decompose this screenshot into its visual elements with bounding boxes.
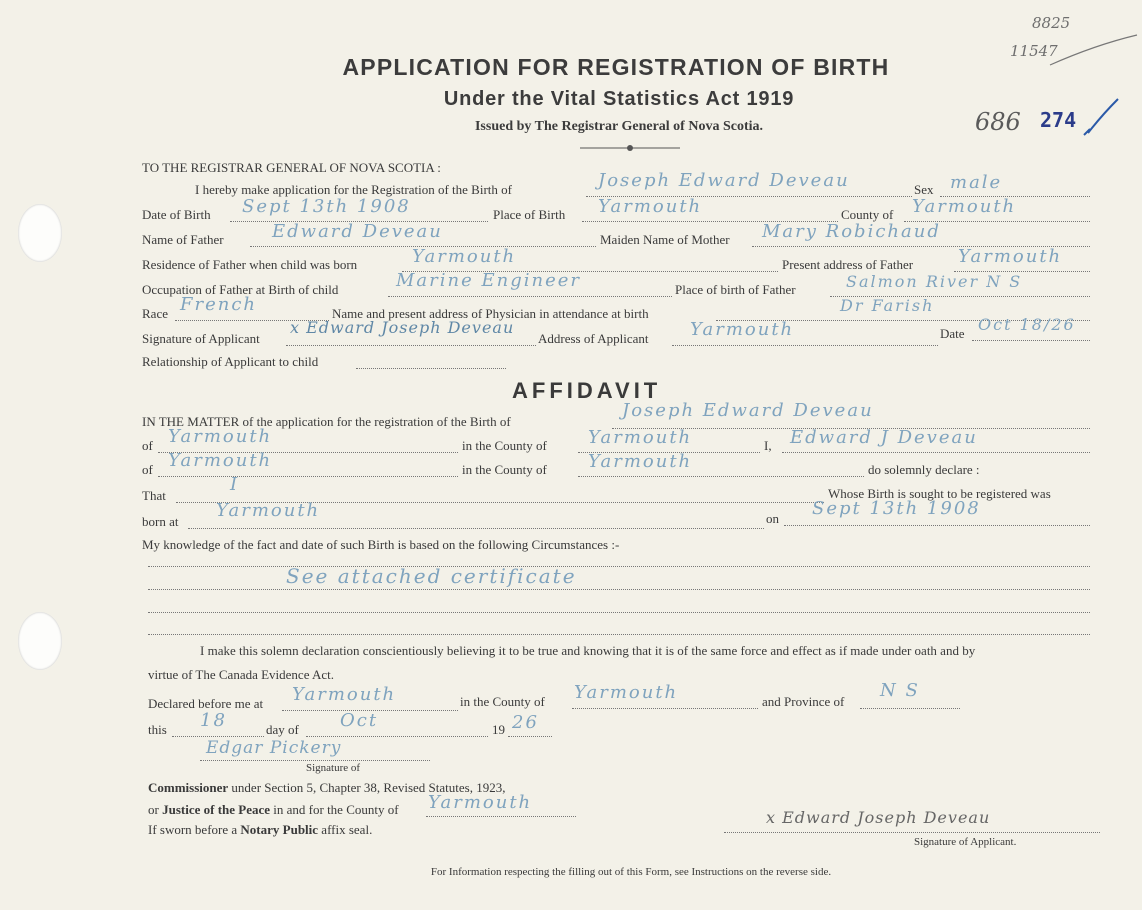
- county-label-1: in the County of: [462, 438, 547, 453]
- province-label: and Province of: [762, 694, 845, 709]
- mother-value: Mary Robichaud: [762, 221, 941, 242]
- dob-value: Sept 13th 1908: [242, 196, 411, 217]
- place-label: Place of Birth: [493, 207, 566, 222]
- month-line: [306, 736, 488, 737]
- commissioner-signature: Edgar Pickery: [206, 738, 342, 758]
- province-line: [860, 708, 960, 709]
- circumstances-line-2: [148, 589, 1090, 590]
- justice-or: or: [148, 802, 159, 817]
- county-line-2: [578, 476, 864, 477]
- in-county-label: in the County of: [460, 694, 545, 709]
- commissioner-signature-line: [200, 760, 430, 761]
- child-name-value: Joseph Edward Deveau: [598, 170, 850, 191]
- justice-county-value: Yarmouth: [428, 792, 533, 813]
- date-value: Oct 18/26: [978, 315, 1076, 334]
- reference-number-1: 8825: [1032, 14, 1071, 32]
- residence-label: Residence of Father when child was born: [142, 257, 358, 272]
- notary-line: [148, 822, 372, 838]
- present-address-label: Present address of Father: [782, 257, 914, 272]
- day-line: [172, 736, 264, 737]
- county-label: County of: [841, 207, 894, 222]
- punch-hole-top: [18, 204, 62, 262]
- reference-number-2: 11547: [1010, 42, 1058, 60]
- province-value: N S: [880, 680, 920, 701]
- circumstances-line-3: [148, 612, 1090, 613]
- of-value-2: Yarmouth: [168, 450, 273, 471]
- occupation-value: Marine Engineer: [396, 270, 582, 291]
- punch-hole-bottom: [18, 612, 62, 670]
- sex-value: male: [950, 172, 1003, 193]
- declared-label: Declared before me at: [148, 696, 264, 711]
- day-value: 18: [200, 710, 227, 731]
- justice-rest: in and for the County of: [273, 802, 399, 817]
- race-value: French: [180, 294, 258, 315]
- of-line-2: [158, 476, 458, 477]
- father-birthplace-label: Place of birth of Father: [675, 282, 796, 297]
- declaration-text-2: virtue of The Canada Evidence Act.: [148, 667, 335, 682]
- year-prefix: 19: [492, 722, 505, 737]
- justice-county-line: [426, 816, 576, 817]
- signature-line: [286, 345, 536, 346]
- born-at-value: Yarmouth: [216, 500, 321, 521]
- divider-flourish: [580, 143, 680, 153]
- mother-label: Maiden Name of Mother: [600, 232, 730, 247]
- of-label-1: of: [142, 438, 153, 453]
- residence-value: Yarmouth: [412, 246, 517, 267]
- of-label-2: of: [142, 462, 153, 477]
- matter-label: IN THE MATTER of the application for the registration of the Birth of: [142, 414, 511, 429]
- footer-note: For Information respecting the filling out of this Form, see Instructions on the reverse side.: [430, 866, 832, 878]
- declared-value: Yarmouth: [292, 684, 397, 705]
- signature-of-label: Signature of: [306, 762, 361, 774]
- race-label: Race: [142, 306, 168, 321]
- justice-bold: Justice of the Peace: [162, 802, 271, 817]
- month-value: Oct: [340, 710, 379, 731]
- form-title: APPLICATION FOR REGISTRATION OF BIRTH: [342, 54, 890, 80]
- dob-label: Date of Birth: [142, 207, 211, 222]
- applicant-signature-line: [724, 832, 1100, 833]
- i-line: [782, 452, 1090, 453]
- physician-label: Name and present address of Physician in attendance at birth: [332, 306, 649, 321]
- that-value: I: [230, 474, 240, 495]
- form-issuer: Issued by The Registrar General of Nova Scotia.: [474, 119, 764, 134]
- father-birthplace-value: Salmon River N S: [846, 272, 1023, 291]
- county-value-1: Yarmouth: [588, 427, 693, 448]
- i-label: I,: [764, 438, 772, 453]
- applicant-signature: x Edward Joseph Deveau: [766, 808, 991, 827]
- applicant-signature-label: Signature of Applicant.: [914, 836, 1017, 848]
- applicant-address-label: Address of Applicant: [538, 331, 649, 346]
- notary-rest: affix seal.: [321, 822, 373, 837]
- applicant-address-line: [672, 345, 938, 346]
- relationship-line: [356, 368, 506, 369]
- knowledge-label: My knowledge of the fact and date of such Birth is based on the following Circumstances :-: [142, 537, 620, 552]
- physician-value: Dr Farish: [840, 296, 935, 315]
- day-label: day of: [266, 722, 299, 737]
- place-value: Yarmouth: [598, 196, 703, 217]
- justice-line: [148, 802, 399, 818]
- county-value-2: Yarmouth: [588, 451, 693, 472]
- declare-label: do solemnly declare :: [868, 462, 980, 477]
- file-number: 686: [975, 108, 1021, 136]
- sex-label: Sex: [914, 182, 934, 197]
- stamp-number: 274: [1040, 108, 1077, 132]
- circumstances-line-4: [148, 634, 1090, 635]
- commissioner-bold: Commissioner: [148, 780, 229, 795]
- that-label: That: [142, 488, 166, 503]
- signature-label: Signature of Applicant: [142, 331, 260, 346]
- county-value: Yarmouth: [912, 196, 1017, 217]
- relationship-label: Relationship of Applicant to child: [142, 354, 319, 369]
- addressee: TO THE REGISTRAR GENERAL OF NOVA SCOTIA :: [142, 160, 441, 175]
- father-value: Edward Deveau: [272, 221, 443, 242]
- of-value-1: Yarmouth: [168, 426, 273, 447]
- on-value: Sept 13th 1908: [812, 498, 981, 519]
- father-label: Name of Father: [142, 232, 224, 247]
- affidavit-heading: AFFIDAVIT: [512, 378, 662, 403]
- date-line: [972, 340, 1090, 341]
- matter-value: Joseph Edward Deveau: [622, 400, 874, 421]
- county-label-2: in the County of: [462, 462, 547, 477]
- i-value: Edward J Deveau: [790, 427, 978, 448]
- on-label: on: [766, 511, 779, 526]
- signature-value: x Edward Joseph Deveau: [290, 318, 515, 337]
- intro-label: I hereby make application for the Registration of the Birth of: [195, 182, 512, 197]
- born-at-line: [188, 528, 764, 529]
- occupation-label: Occupation of Father at Birth of child: [142, 282, 339, 297]
- form-subtitle: Under the Vital Statistics Act 1919: [443, 88, 795, 110]
- this-label: this: [148, 722, 167, 737]
- circumstances-value: See attached certificate: [286, 564, 577, 588]
- year-line: [508, 736, 552, 737]
- notary-bold: Notary Public: [240, 822, 319, 837]
- in-county-line: [572, 708, 758, 709]
- on-line: [784, 525, 1090, 526]
- present-address-value: Yarmouth: [958, 246, 1063, 267]
- notary-prefix: If sworn before a: [148, 822, 238, 837]
- declaration-text-1: I make this solemn declaration conscientiously believing it to be true and knowing that it is of the same force and effect as if made under oath and by: [200, 643, 976, 658]
- year-value: 26: [512, 712, 539, 733]
- applicant-address-value: Yarmouth: [690, 319, 795, 340]
- whose-label: Whose Birth is sought to be registered was: [828, 486, 1051, 501]
- commissioner-rest: under Section 5, Chapter 38, Revised Statutes, 1923,: [231, 780, 506, 795]
- occupation-line: [388, 296, 672, 297]
- date-label: Date: [940, 326, 965, 341]
- born-at-label: born at: [142, 514, 179, 529]
- in-county-value: Yarmouth: [574, 682, 679, 703]
